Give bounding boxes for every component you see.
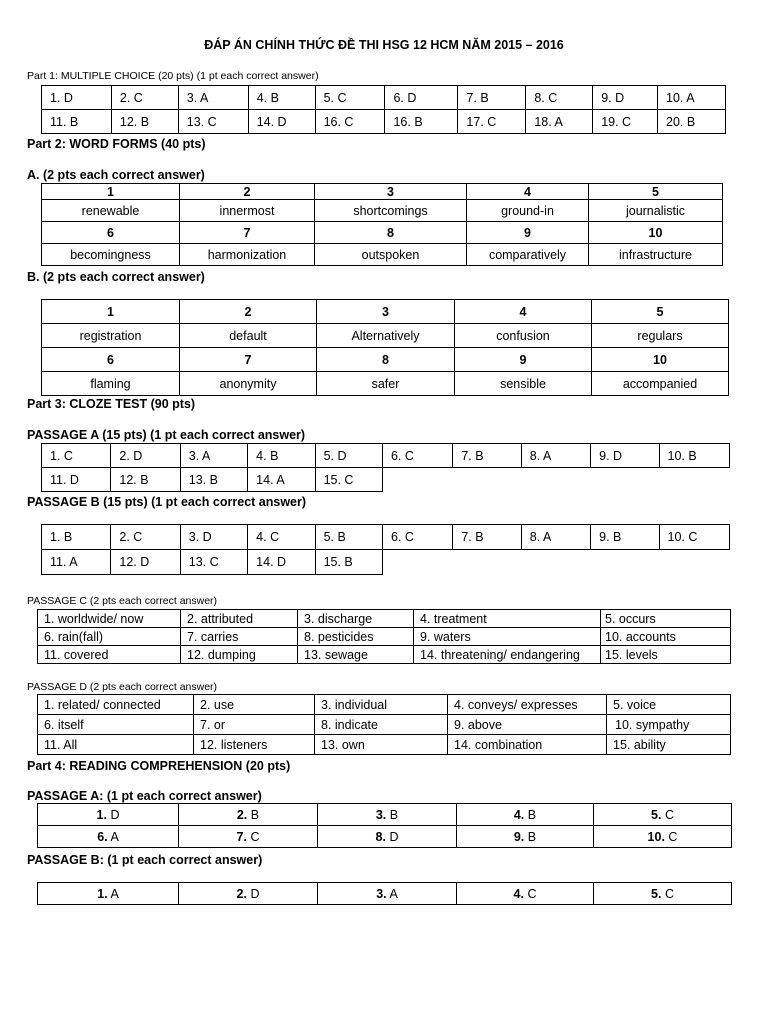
answer-cell: 8. A: [521, 444, 590, 468]
answer-cell: 11. B: [42, 110, 112, 134]
answer-cell: 18. A: [526, 110, 593, 134]
part2b-heading: B. (2 pts each correct answer): [27, 270, 205, 284]
answer-cell: 9. D: [591, 444, 659, 468]
answer-cell: 1. A: [38, 883, 179, 905]
word-cell: regulars: [592, 324, 729, 348]
number-cell: 4: [455, 300, 592, 324]
answer-cell: 12. listeners: [194, 735, 315, 755]
passage-b-table: [41, 524, 730, 575]
number-cell: 10: [589, 222, 723, 244]
word-cell: ground-in: [467, 200, 589, 222]
answer-cell: 1. D: [42, 86, 112, 110]
part1-heading: Part 1: MULTIPLE CHOICE (20 pts) (1 pt each correct answer): [27, 70, 319, 82]
word-cell: becomingness: [42, 244, 180, 266]
answer-cell: 2. D: [179, 883, 318, 905]
answer-cell: 5. C: [315, 86, 385, 110]
answer-cell: 11. A: [42, 550, 111, 575]
answer-cell: 5. B: [315, 525, 382, 550]
answer-cell: 8. indicate: [315, 715, 448, 735]
word-cell: outspoken: [315, 244, 467, 266]
word-cell: journalistic: [589, 200, 723, 222]
passage-c-heading: PASSAGE C (2 pts each correct answer): [27, 595, 218, 607]
answer-cell: 6. rain(fall): [38, 628, 181, 646]
answer-cell: 20. B: [658, 110, 726, 134]
passage-d-table: [37, 694, 731, 755]
answer-cell: 7. B: [458, 86, 526, 110]
answer-cell: 10. sympathy: [607, 715, 731, 735]
answer-cell: 14. D: [248, 550, 315, 575]
answer-cell: 7. carries: [181, 628, 298, 646]
answer-cell: 13. C: [180, 550, 247, 575]
answer-cell: 10. C: [594, 826, 732, 848]
answer-cell: 12. B: [111, 468, 180, 492]
answer-cell: 14. combination: [448, 735, 607, 755]
answer-cell: 4. conveys/ expresses: [448, 695, 607, 715]
answer-cell: 4. B: [248, 86, 315, 110]
number-cell: 8: [315, 222, 467, 244]
answer-cell: 3. B: [318, 804, 457, 826]
number-cell: 2: [180, 300, 317, 324]
answer-cell: 15. C: [315, 468, 382, 492]
answer-cell: 2. attributed: [181, 610, 298, 628]
answer-cell: 17. C: [458, 110, 526, 134]
word-cell: sensible: [455, 372, 592, 396]
answer-cell: 2. C: [111, 86, 178, 110]
answer-cell: 2. use: [194, 695, 315, 715]
word-cell: shortcomings: [315, 200, 467, 222]
word-cell: registration: [42, 324, 180, 348]
number-cell: 4: [467, 184, 589, 200]
word-cell: harmonization: [180, 244, 315, 266]
answer-cell: 2. C: [111, 525, 180, 550]
number-cell: 10: [592, 348, 729, 372]
word-cell: Alternatively: [317, 324, 455, 348]
answer-cell: 11. covered: [38, 646, 181, 664]
passage-a-heading: PASSAGE A (15 pts) (1 pt each correct answer): [27, 428, 306, 442]
word-cell: confusion: [455, 324, 592, 348]
answer-cell: 8. pesticides: [298, 628, 414, 646]
answer-cell: 1. B: [42, 525, 111, 550]
part2b-table: [41, 299, 729, 396]
answer-cell: 9. above: [448, 715, 607, 735]
number-cell: 7: [180, 348, 317, 372]
answer-cell: 1. related/ connected: [38, 695, 194, 715]
reading-b-table: [37, 882, 732, 905]
number-cell: 9: [455, 348, 592, 372]
answer-cell: 14. threatening/ endangering: [414, 646, 601, 664]
answer-cell: 16. B: [385, 110, 458, 134]
answer-cell: 5. voice: [607, 695, 731, 715]
number-cell: 5: [589, 184, 723, 200]
part4-heading: Part 4: READING COMPREHENSION (20 pts): [27, 759, 291, 773]
number-cell: 9: [467, 222, 589, 244]
answer-cell: 12. dumping: [181, 646, 298, 664]
word-cell: anonymity: [180, 372, 317, 396]
answer-cell: 7. B: [453, 444, 521, 468]
answer-cell: 10. B: [659, 444, 729, 468]
answer-cell: 13. own: [315, 735, 448, 755]
answer-cell: 8. D: [318, 826, 457, 848]
answer-cell: 3. A: [318, 883, 457, 905]
number-cell: 5: [592, 300, 729, 324]
number-cell: 6: [42, 348, 180, 372]
passage-b-heading: PASSAGE B (15 pts) (1 pt each correct answer): [27, 495, 307, 509]
answer-cell: 8. C: [526, 86, 593, 110]
answer-cell: 15. levels: [601, 646, 731, 664]
word-cell: renewable: [42, 200, 180, 222]
reading-a-heading: PASSAGE A: (1 pt each correct answer): [27, 789, 262, 803]
word-cell: accompanied: [592, 372, 729, 396]
reading-b-heading: PASSAGE B: (1 pt each correct answer): [27, 853, 263, 867]
part2-heading: Part 2: WORD FORMS (40 pts): [27, 137, 206, 151]
answer-cell: 11. D: [42, 468, 111, 492]
answer-cell: 19. C: [593, 110, 658, 134]
answer-cell: 5. D: [315, 444, 382, 468]
part1-table: [41, 85, 726, 134]
number-cell: 7: [180, 222, 315, 244]
answer-cell: 1. D: [38, 804, 179, 826]
page-title: ĐÁP ÁN CHÍNH THỨC ĐỀ THI HSG 12 HCM NĂM 2015 – 2016: [204, 38, 564, 52]
answer-cell: 6. C: [382, 444, 452, 468]
answer-cell: 1. worldwide/ now: [38, 610, 181, 628]
answer-cell: 7. or: [194, 715, 315, 735]
answer-cell: 4. B: [248, 444, 315, 468]
part2a-heading: A. (2 pts each correct answer): [27, 168, 205, 182]
answer-cell: 13. sewage: [298, 646, 414, 664]
answer-cell: 9. B: [591, 525, 659, 550]
answer-cell: 5. occurs: [601, 610, 731, 628]
word-cell: infrastructure: [589, 244, 723, 266]
answer-cell: 16. C: [315, 110, 385, 134]
answer-cell: 4. C: [248, 525, 315, 550]
answer-cell: 12. D: [111, 550, 180, 575]
number-cell: 3: [317, 300, 455, 324]
answer-cell: 8. A: [521, 525, 590, 550]
number-cell: 6: [42, 222, 180, 244]
word-cell: flaming: [42, 372, 180, 396]
number-cell: 2: [180, 184, 315, 200]
answer-cell: 2. B: [179, 804, 318, 826]
answer-cell: 13. B: [180, 468, 247, 492]
answer-cell: 5. C: [594, 883, 732, 905]
answer-cell: 3. A: [180, 444, 247, 468]
number-cell: 8: [317, 348, 455, 372]
reading-a-table: [37, 803, 732, 848]
passage-d-heading: PASSAGE D (2 pts each correct answer): [27, 681, 218, 693]
word-cell: safer: [317, 372, 455, 396]
part3-heading: Part 3: CLOZE TEST (90 pts): [27, 397, 196, 411]
answer-cell: 5. C: [594, 804, 732, 826]
answer-cell: 7. B: [453, 525, 521, 550]
answer-cell: 4. treatment: [414, 610, 601, 628]
answer-cell: 3. discharge: [298, 610, 414, 628]
answer-cell: 6. C: [382, 525, 452, 550]
number-cell: 1: [42, 300, 180, 324]
word-cell: comparatively: [467, 244, 589, 266]
answer-cell: 2. D: [111, 444, 180, 468]
answer-cell: 14. A: [248, 468, 315, 492]
answer-cell: 13. C: [178, 110, 248, 134]
number-cell: 1: [42, 184, 180, 200]
answer-cell: 1. C: [42, 444, 111, 468]
answer-cell: 3. A: [178, 86, 248, 110]
number-cell: 3: [315, 184, 467, 200]
passage-a-table: [41, 443, 730, 492]
answer-cell: 4. C: [457, 883, 594, 905]
answer-cell: 9. B: [457, 826, 594, 848]
answer-cell: 3. D: [180, 525, 247, 550]
answer-cell: 10. C: [659, 525, 729, 550]
word-cell: innermost: [180, 200, 315, 222]
answer-cell: 6. D: [385, 86, 458, 110]
answer-cell: 15. B: [315, 550, 382, 575]
answer-cell: 6. itself: [38, 715, 194, 735]
answer-cell: 9. D: [593, 86, 658, 110]
answer-cell: 4. B: [457, 804, 594, 826]
answer-cell: 9. waters: [414, 628, 601, 646]
answer-cell: 3. individual: [315, 695, 448, 715]
answer-cell: 7. C: [179, 826, 318, 848]
answer-cell: 10. A: [658, 86, 726, 110]
answer-cell: 11. All: [38, 735, 194, 755]
part2a-table: [41, 183, 723, 266]
answer-cell: 14. D: [248, 110, 315, 134]
word-cell: default: [180, 324, 317, 348]
answer-cell: 15. ability: [607, 735, 731, 755]
answer-cell: 10. accounts: [601, 628, 731, 646]
answer-cell: 6. A: [38, 826, 179, 848]
answer-cell: 12. B: [111, 110, 178, 134]
passage-c-table: [37, 609, 731, 664]
